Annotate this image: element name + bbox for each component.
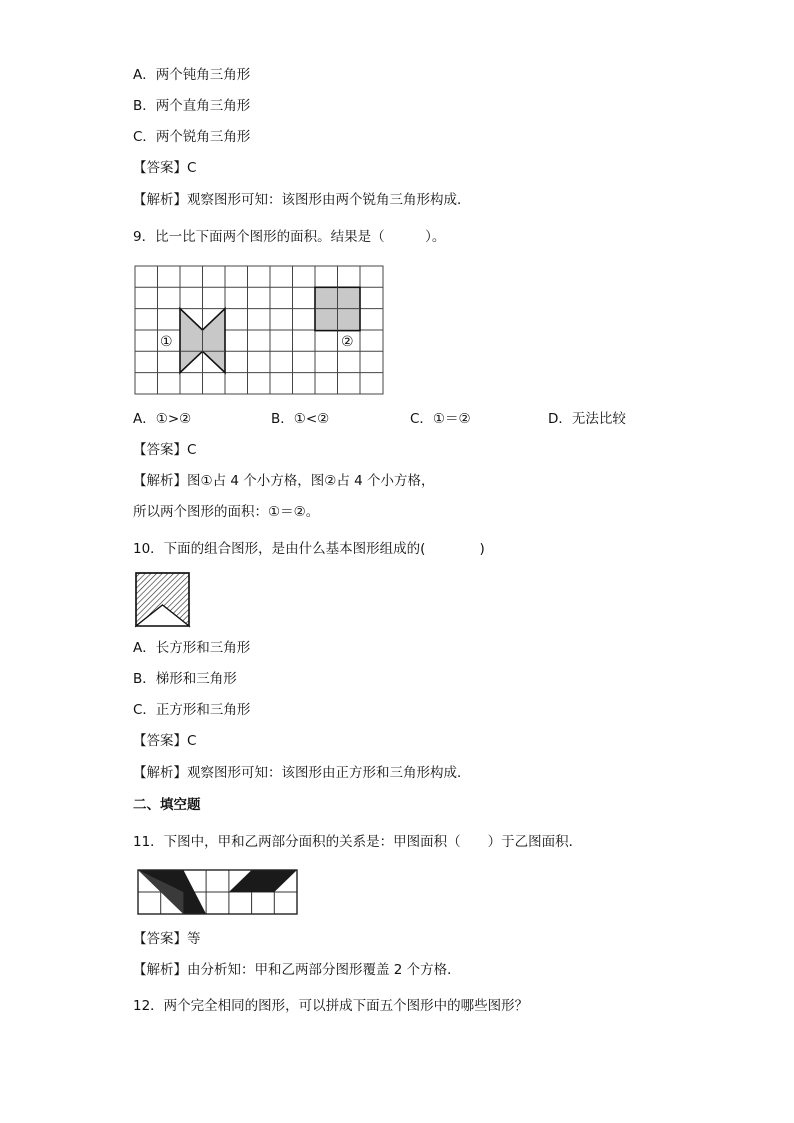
q8-option-c: C．两个锐角三角形 xyxy=(133,129,251,145)
q11-grid-figure xyxy=(137,868,299,918)
q10-analysis: 【解析】观察图形可知：该图形由正方形和三角形构成． xyxy=(133,765,471,781)
q8-analysis: 【解析】观察图形可知：该图形由两个锐角三角形构成． xyxy=(133,192,471,208)
q10-composite-figure xyxy=(135,572,191,628)
q9-label-1: ① xyxy=(160,334,173,350)
q9-stem: 9．比一比下面两个图形的面积。结果是（ ）。 xyxy=(133,229,446,245)
q9-grid-figure xyxy=(134,265,386,397)
q10-option-b: B．梯形和三角形 xyxy=(133,671,237,687)
q8-option-b: B．两个直角三角形 xyxy=(133,98,251,114)
q10-answer: 【答案】C xyxy=(133,733,197,749)
q9-option-a: A．①>② xyxy=(133,411,192,427)
q12-stem: 12．两个完全相同的图形，可以拼成下面五个图形中的哪些图形？ xyxy=(133,998,529,1014)
q10-stem: 10．下面的组合图形，是由什么基本图形组成的( ) xyxy=(133,541,485,557)
q11-shape-yi xyxy=(229,870,297,892)
q9-analysis-line-2: 所以两个图形的面积：①＝②。 xyxy=(133,504,320,520)
q11-answer: 【答案】等 xyxy=(133,931,201,947)
q9-option-b: B．①<② xyxy=(271,411,330,427)
q8-option-a: A．两个钝角三角形 xyxy=(133,67,251,83)
q11-stem: 11．下图中，甲和乙两部分面积的关系是：甲图面积（ ）于乙图面积． xyxy=(133,834,583,850)
q9-analysis-line-1: 【解析】图①占 4 个小方格，图②占 4 个小方格， xyxy=(133,473,435,489)
q9-option-d: D．无法比较 xyxy=(548,411,626,427)
q8-answer: 【答案】C xyxy=(133,160,197,176)
q10-option-c: C．正方形和三角形 xyxy=(133,702,251,718)
q9-answer: 【答案】C xyxy=(133,442,197,458)
q9-option-c: C．①＝② xyxy=(410,411,471,427)
section-title: 二、填空题 xyxy=(133,797,201,813)
q9-label-2: ② xyxy=(341,334,354,350)
q10-option-a: A．长方形和三角形 xyxy=(133,640,251,656)
q11-analysis: 【解析】由分析知：甲和乙两部分图形覆盖 2 个方格． xyxy=(133,962,461,978)
